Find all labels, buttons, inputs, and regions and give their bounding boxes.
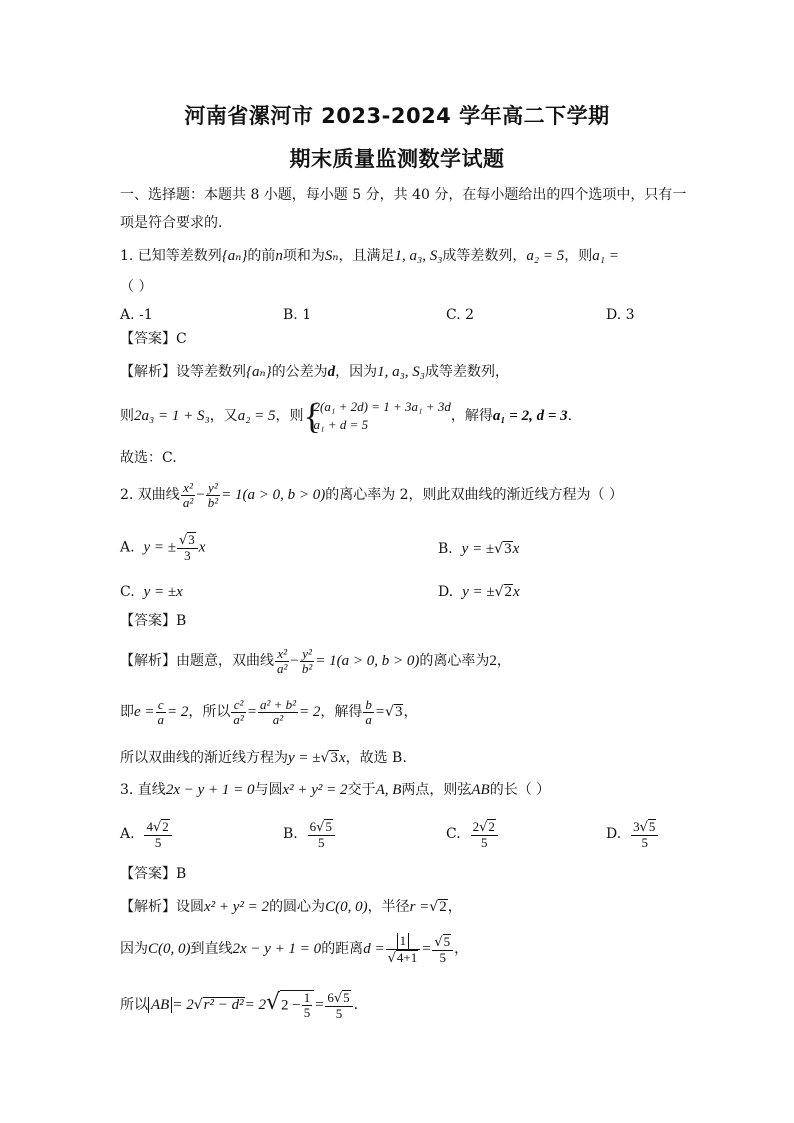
frac-den: 5 <box>480 834 488 850</box>
q2-sol-text: ， <box>496 653 511 669</box>
q2-sol-text: 的离心率为 <box>419 653 490 669</box>
solution-label: 【解析】 <box>120 364 176 380</box>
q3-sol-text: 的距离 <box>321 941 364 957</box>
q2-minus: − <box>196 487 205 503</box>
frac-coef: 4 <box>146 818 153 834</box>
q1-stem-text: ，则 <box>564 248 593 264</box>
sqrt-radicand: 3 <box>504 541 512 557</box>
frac-num: b <box>365 696 372 712</box>
q1-sol-list: 1, a₃, S₃ <box>377 364 426 380</box>
q3-stem-text: 交于 <box>347 782 376 798</box>
frac-den: a² <box>272 711 284 727</box>
frac-num: c <box>156 698 167 713</box>
q1-sol-d: d <box>327 364 336 380</box>
q3-stem-text: 3. 直线 <box>120 782 166 798</box>
q1-stem-text: 成等差数列， <box>442 248 527 264</box>
q3-option-b <box>283 818 336 850</box>
q3-line-eq: 2x − y + 1 = 0 <box>165 782 255 798</box>
q1-sol-result: a₁ = 2, d = 3 <box>492 408 568 424</box>
q2-sol-eq: y = ± <box>288 750 321 766</box>
q1-stem-text: ，且满足 <box>338 248 395 264</box>
q3-sol-eq: r = <box>409 899 430 915</box>
q1-option-d: D. 3 <box>606 307 635 323</box>
abs-value: AB <box>148 997 172 1013</box>
frac-den: b² <box>301 660 313 676</box>
q2-opt-expr: y = ±x <box>143 584 183 600</box>
q3-opt-frac: $\frac{6√5}{5}$ <box>308 819 335 850</box>
q3-opt-frac: $\frac{3√5}{5}$ <box>631 819 658 850</box>
q2-sol-frac <box>156 698 167 727</box>
q2-opt-expr: x <box>198 539 206 556</box>
q1-solution-line2 <box>120 396 572 436</box>
q3-sol-eq: = <box>314 997 325 1013</box>
frac-den: 5 <box>318 834 325 850</box>
option-label: A. <box>120 826 135 842</box>
q2-opt-expr: x <box>512 541 520 557</box>
q1-option-b: B. 1 <box>283 307 312 323</box>
q1-given: a₂ = 5 <box>526 248 565 264</box>
sqrt-radicand: 2 <box>439 899 447 915</box>
frac-den: 5 <box>439 949 446 965</box>
q2-eq-tail: = 1(a > 0, b > 0) <box>315 653 420 669</box>
q1-list: 1, a₃, S₃ <box>394 248 443 264</box>
q1-sol-text: . <box>567 408 573 424</box>
q2-sol-text: ，故选 B. <box>345 750 407 766</box>
q3-option-c <box>446 818 499 850</box>
q2-opt-expr: y = ± <box>462 584 495 600</box>
q3-sol-eq: C(0, 0) <box>148 941 191 957</box>
q1-sol-seq: {aₙ} <box>246 364 272 380</box>
frac-den: 5 <box>154 834 162 850</box>
q3-opt-frac: $\frac{2√2}{5}$ <box>471 819 498 850</box>
q3-sol-text: 的圆心为 <box>269 899 326 915</box>
q1-stem-text: 的前 <box>247 248 276 264</box>
q2-frac <box>206 481 220 510</box>
q2-stem-text: 2. 双曲线 <box>120 487 180 503</box>
sqrt-radicand: 5 <box>343 989 350 1005</box>
option-label: B. <box>438 541 453 557</box>
sqrt-part: 2 − <box>281 997 301 1013</box>
q1-stem-text: 1. 已知等差数列 <box>120 248 222 264</box>
q1-sol-eq: a₂ = 5 <box>237 408 276 424</box>
q3-sol-text: ， <box>454 941 469 957</box>
q3-sol-eq: x² + y² = 2 <box>204 899 270 915</box>
q2-option-a <box>120 532 205 563</box>
q2-sol-text: ，解得 <box>320 704 363 720</box>
frac-num: x² <box>275 647 289 662</box>
q2-sol-eq: = 2 <box>167 704 189 720</box>
q3-sol-eq: 2x − y + 1 = 0 <box>232 941 322 957</box>
frac-coef: 3 <box>633 818 640 834</box>
q1-seq: {aₙ} <box>221 248 248 264</box>
q1-Sn: Sₙ <box>324 248 339 264</box>
q2-eq-tail: = 1(a > 0, b > 0) <box>221 487 326 503</box>
brace-icon: { <box>303 396 321 436</box>
q3-stem-text: 与圆 <box>254 782 283 798</box>
q1-n: n <box>275 248 283 264</box>
option-label: C. <box>120 584 135 600</box>
frac-den: a <box>365 711 372 727</box>
q2-frac <box>181 481 195 510</box>
q2-sol-text: 即 <box>120 704 134 720</box>
option-label: A. <box>120 539 135 556</box>
q3-sol-text: ， <box>447 899 462 915</box>
q3-sol-frac: $\frac{6√5}{5}$ <box>325 990 352 1021</box>
q3-big-sqrt <box>280 990 314 1020</box>
q2-opt-expr: x <box>513 584 520 600</box>
page-subtitle: 期末质量监测数学试题 <box>289 147 505 171</box>
frac-num: y² <box>300 647 314 662</box>
q2-option-d: D. y = ±√2x <box>438 584 520 600</box>
q1-sol-eq: 2a₃ = 1 + S₃ <box>134 408 210 424</box>
q3-stem <box>120 781 550 799</box>
frac-num: x² <box>181 481 195 496</box>
sqrt-radicand: 3 <box>330 750 338 766</box>
q3-solution-line1: 【解析】设圆x² + y² = 2的圆心为C(0, 0)，半径r =√2， <box>120 899 462 915</box>
q3-sol-eq: C(0, 0) <box>325 899 368 915</box>
frac-den: a² <box>182 494 194 510</box>
q1-sol-text: 则 <box>120 408 134 424</box>
q2-sol-eq: x <box>338 750 346 766</box>
q3-solution-line3: 所以 AB = 2√r² − d²= 2√2 − $\frac{1}{5}$ = $\frac{6√5}{5}$ . <box>120 989 359 1021</box>
frac-num: 1 <box>303 989 311 1005</box>
q3-answer: 【答案】B <box>120 866 187 882</box>
frac-den: a² <box>277 660 288 676</box>
q1-system-row: a₁ + d = 5 <box>313 417 369 432</box>
option-label: B. <box>283 826 298 842</box>
sqrt-radicand: r² − d² <box>203 997 244 1013</box>
frac-coef: 2 <box>472 818 480 834</box>
q2-opt-expr: y = ± <box>143 539 176 556</box>
q2-sol-frac <box>275 647 289 676</box>
q2-sol-eq: = <box>374 704 386 720</box>
q3-sol-text: ，半径 <box>367 899 410 915</box>
q1-sol-text: 设等差数列 <box>176 364 246 380</box>
q2-sol-eq: e = <box>134 704 155 720</box>
page-title: 河南省漯河市 2023-2024 学年高二下学期 <box>184 104 610 128</box>
frac-num: c² <box>231 698 245 713</box>
frac-den: b² <box>207 494 219 510</box>
q1-option-a: A. -1 <box>120 307 153 323</box>
q3-sol-frac: $\frac{1}{√4+1}$ <box>386 933 421 966</box>
q3-sol-text: . <box>353 997 359 1013</box>
q2-solution-line1 <box>120 645 511 677</box>
q1-system-row: 2(a₁ + 2d) = 1 + 3a₁ + 3d <box>313 399 451 414</box>
q2-sol-text: ， <box>403 704 418 720</box>
sqrt-radicand: 5 <box>325 818 332 834</box>
q3-stem-text: 两点，则弦 <box>401 782 472 798</box>
q2-solution-line2: 即e = $\frac{c}{a}$ = 2，所以 $\frac{\text{c²}}{\text{a²}}$ = $\frac{\text{a² + b²}}{\text{a²}}$ = 2，解得 $\frac{b}{a}$ =√3， <box>120 696 418 727</box>
q2-sol-text: 所以双曲线的渐近线方程为 <box>120 750 288 766</box>
q3-chord: AB <box>471 782 490 798</box>
q2-sol-eq: = <box>246 704 257 720</box>
frac-den: 5 <box>641 834 648 850</box>
q3-circle-eq: x² + y² = 2 <box>282 782 348 798</box>
q3-sol-frac: $\frac{√5}{5}$ <box>432 934 453 965</box>
frac-den: 3 <box>184 548 191 563</box>
q3-option-d <box>606 818 659 850</box>
q2-sol-frac <box>258 698 298 727</box>
q1-equation-system <box>304 398 451 434</box>
q1-sol-text: ，因为 <box>335 364 378 380</box>
sqrt-radicand: 5 <box>648 818 656 834</box>
q2-opt-expr: y = ± <box>461 541 495 557</box>
q2-answer: 【答案】B <box>120 613 187 629</box>
sqrt-radicand: 5 <box>443 933 451 949</box>
q3-sol-eq: d = <box>363 941 385 957</box>
q3-sol-text: 因为 <box>120 941 148 957</box>
option-label: C. <box>446 826 461 842</box>
q3-opt-frac: $\frac{4√2}{5}$ <box>144 819 171 850</box>
q2-option-b: B. y = ±√3x <box>438 541 520 557</box>
frac-num: a² + b² <box>259 696 297 712</box>
q2-opt-frac: $\frac{√3}{3}$ <box>177 532 198 563</box>
section-heading-line1: 一、选择题：本题共 8 小题，每小题 5 分，共 40 分，在每小题给出的四个选项中，只有一 <box>120 187 687 203</box>
frac-coef: 6 <box>309 818 317 834</box>
q3-sol-text: 到直线 <box>190 941 233 957</box>
q1-sol-text: ，解得 <box>450 408 493 424</box>
frac-coef: 6 <box>327 989 334 1005</box>
frac-den: a <box>157 711 165 727</box>
q2-sol-text: 由题意，双曲线 <box>176 653 274 669</box>
q1-solution-line1 <box>120 363 509 381</box>
q2-sol-frac <box>300 647 314 676</box>
q2-option-c <box>120 583 183 601</box>
sqrt-radicand: 3 <box>394 704 403 720</box>
q1-ask: a₁ = <box>592 248 619 264</box>
q2-solution-line3: 所以双曲线的渐近线方程为y = ±√3x，故选 B. <box>120 750 407 766</box>
frac-den: 5 <box>303 1004 311 1020</box>
q3-sol-eq: = <box>421 941 432 957</box>
q2-stem-text: 的离心率为 2，则此双曲线的渐近线方程为（ ） <box>325 487 624 503</box>
q3-sol-eq: = 2 <box>244 997 266 1013</box>
frac-num: y² <box>206 481 220 496</box>
frac-den: a² <box>233 711 244 727</box>
q2-sol-text: ，所以 <box>188 704 231 720</box>
q1-conclusion: 故选：C. <box>120 450 177 466</box>
sqrt-radicand: 4+1 <box>396 949 418 965</box>
q3-stem-text: 的长（ ） <box>489 782 551 798</box>
q3-points: A, B <box>375 782 402 798</box>
solution-label: 【解析】 <box>120 653 176 669</box>
q3-solution-line2 <box>120 932 468 966</box>
sqrt-radicand: 2 <box>162 818 169 834</box>
solution-label: 【解析】 <box>120 899 176 915</box>
q2-sol-eq: = 2 <box>299 704 321 720</box>
q1-paren: （ ） <box>120 279 153 295</box>
q2-sol-frac <box>363 698 374 727</box>
section-heading-line2: 项是符合要求的. <box>120 215 223 231</box>
q3-sol-eq: = 2 <box>172 997 194 1013</box>
q1-sol-text: 成等差数列， <box>425 364 510 380</box>
q1-sol-text: 的公差为 <box>271 364 328 380</box>
sqrt-radicand: 2 <box>488 818 495 834</box>
q2-sol-val: 2 <box>489 653 497 669</box>
q1-stem <box>120 247 619 265</box>
q2-minus: − <box>290 653 299 669</box>
q2-sol-frac <box>231 698 245 727</box>
sqrt-radicand: 3 <box>188 532 195 547</box>
q3-option-a <box>120 818 173 850</box>
q1-sol-text: ，则 <box>275 408 304 424</box>
q3-sol-frac <box>302 991 313 1020</box>
q1-answer: 【答案】C <box>120 331 187 347</box>
frac-den: 5 <box>335 1005 343 1021</box>
option-label: D. <box>438 584 454 600</box>
q3-sol-text: 设圆 <box>176 899 204 915</box>
q2-stem <box>120 480 623 510</box>
q1-sol-text: ，又 <box>209 408 238 424</box>
q1-stem-text: 项和为 <box>282 248 325 264</box>
q3-sol-text: 所以 <box>120 997 148 1013</box>
sqrt-radicand: 2 <box>504 584 513 600</box>
option-label: D. <box>606 826 622 842</box>
abs-value: 1 <box>397 933 410 949</box>
q1-option-c: C. 2 <box>446 307 475 323</box>
